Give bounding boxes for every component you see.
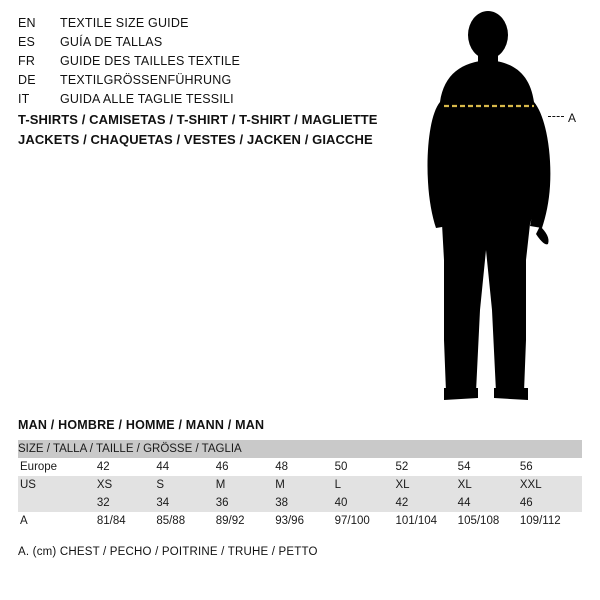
cell: 105/108 xyxy=(458,512,520,530)
language-row xyxy=(18,73,398,92)
language-code: ES xyxy=(18,35,36,49)
language-text: GUIDE DES TAILLES TEXTILE xyxy=(60,54,241,68)
cell: 101/104 xyxy=(395,512,457,530)
cell: M xyxy=(216,476,275,494)
cell: 44 xyxy=(156,458,215,476)
cell: 42 xyxy=(97,458,156,476)
language-code: FR xyxy=(18,54,36,68)
language-row xyxy=(18,35,398,54)
cell: 34 xyxy=(156,494,215,512)
cell: 109/112 xyxy=(520,512,582,530)
cell: 44 xyxy=(458,494,520,512)
cell: 48 xyxy=(275,458,334,476)
cell: 36 xyxy=(216,494,275,512)
language-list xyxy=(18,16,398,111)
cell: 52 xyxy=(395,458,457,476)
language-text: GUIDA ALLE TAGLIE TESSILI xyxy=(60,92,234,106)
measure-leader-line xyxy=(548,116,564,117)
language-code: IT xyxy=(18,92,30,106)
category-list xyxy=(18,110,438,150)
table-footnote: A. (cm) CHEST / PECHO / POITRINE / TRUHE / PETTO xyxy=(18,546,318,558)
cell: 46 xyxy=(216,458,275,476)
cell: 40 xyxy=(335,494,396,512)
row-label: Europe xyxy=(18,458,97,476)
table-row xyxy=(18,458,582,476)
table-row xyxy=(18,476,582,494)
cell: 46 xyxy=(520,494,582,512)
language-text: TEXTILE SIZE GUIDE xyxy=(60,16,189,30)
language-row xyxy=(18,54,398,73)
category-jackets: JACKETS / CHAQUETAS / VESTES / JACKEN / GIACCHE xyxy=(18,132,373,147)
language-code: DE xyxy=(18,73,36,87)
cell: 38 xyxy=(275,494,334,512)
cell: S xyxy=(156,476,215,494)
language-row xyxy=(18,16,398,35)
cell: 93/96 xyxy=(275,512,334,530)
cell: 81/84 xyxy=(97,512,156,530)
language-text: TEXTILGRÖSSENFÜHRUNG xyxy=(60,73,232,87)
table-row xyxy=(18,494,582,512)
language-code: EN xyxy=(18,16,36,30)
table-row xyxy=(18,512,582,530)
male-silhouette-figure xyxy=(400,10,600,410)
cell: XXL xyxy=(520,476,582,494)
row-label xyxy=(18,494,97,512)
category-tshirts: T-SHIRTS / CAMISETAS / T-SHIRT / T-SHIRT / MAGLIETTE xyxy=(18,112,378,127)
cell: 97/100 xyxy=(335,512,396,530)
cell: 42 xyxy=(395,494,457,512)
table-header-row xyxy=(18,440,582,458)
cell: XL xyxy=(395,476,457,494)
table-header-label: SIZE / TALLA / TAILLE / GRÖSSE / TAGLIA xyxy=(18,440,582,458)
cell: 56 xyxy=(520,458,582,476)
cell: M xyxy=(275,476,334,494)
row-label: US xyxy=(18,476,97,494)
cell: 50 xyxy=(335,458,396,476)
row-label: A xyxy=(18,512,97,530)
cell: 54 xyxy=(458,458,520,476)
language-text: GUÍA DE TALLAS xyxy=(60,35,163,49)
cell: XS xyxy=(97,476,156,494)
cell: XL xyxy=(458,476,520,494)
measure-label-a: A xyxy=(568,111,577,125)
cell: L xyxy=(335,476,396,494)
cell: 32 xyxy=(97,494,156,512)
size-table xyxy=(18,440,582,530)
language-row xyxy=(18,92,398,111)
table-section-title: MAN / HOMBRE / HOMME / MANN / MAN xyxy=(18,418,265,432)
cell: 89/92 xyxy=(216,512,275,530)
cell: 85/88 xyxy=(156,512,215,530)
